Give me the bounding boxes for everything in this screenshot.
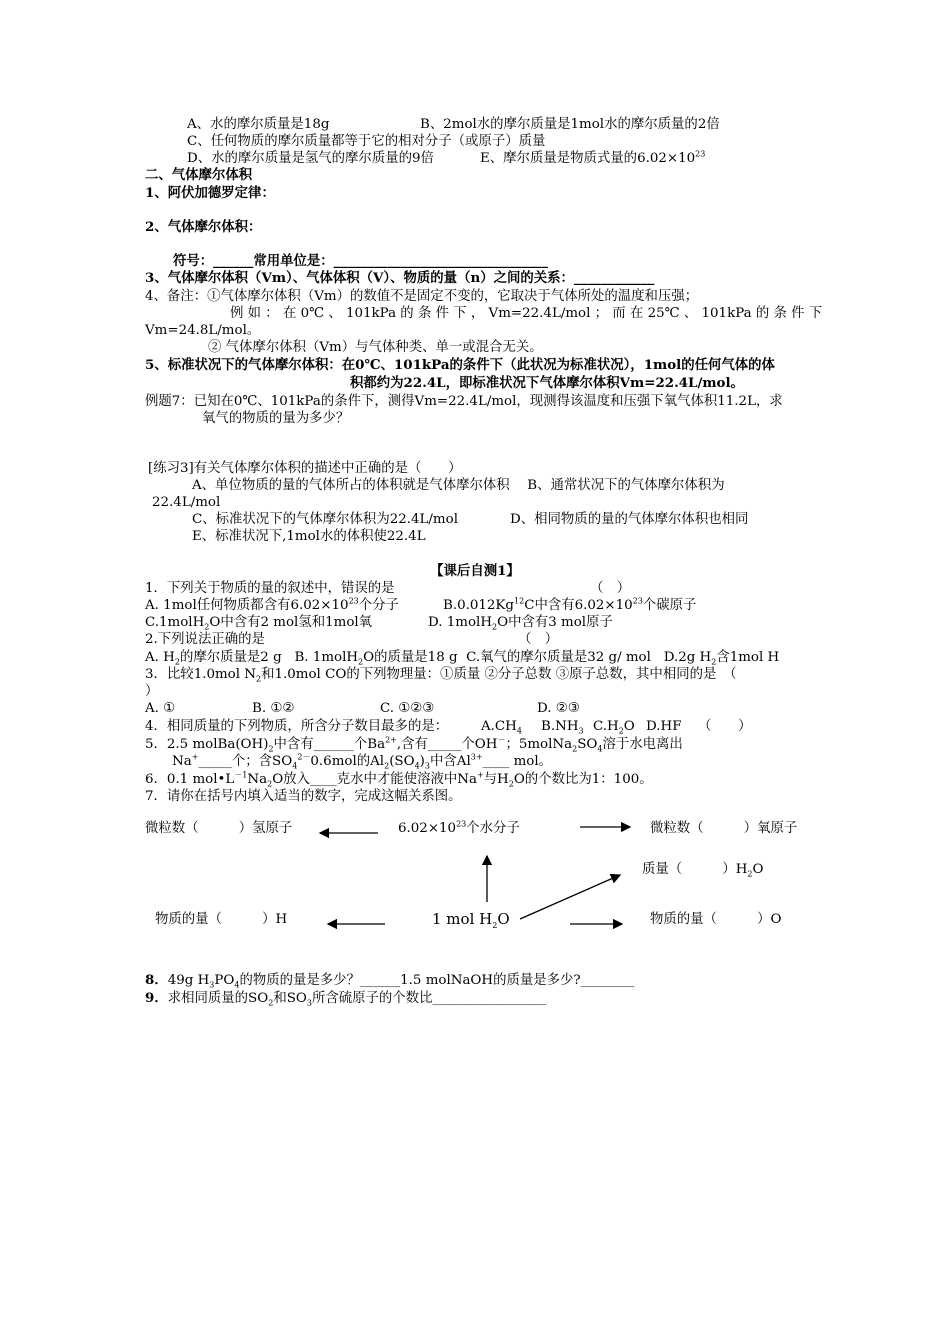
- section-heading: 二、气体摩尔体积: [145, 167, 253, 183]
- practice-3-stem: [练习3]有关气体摩尔体积的描述中正确的是（ ）: [148, 461, 462, 476]
- selftest-title: 【课后自测1】: [430, 563, 520, 579]
- q3-stem: 3．比较1.0mol $N_2$和1.0mol CO的下列物理量：①质量 ②分子总数 ③原子总数，其中相同的是 （: [145, 667, 737, 684]
- point-4-line-2: 例 如 ： 在 0℃ 、 101kPa 的 条 件 下 ， Vm=22.4L/mol ； 而 在 25℃ 、 101kPa 的 条 件 下: [230, 306, 823, 321]
- q3-option-a: A. ①: [145, 701, 176, 716]
- practice-3-line-1: A、单位物质的量的气体所占的体积就是气体摩尔体积 B、通常状况下的气体摩尔体积为: [192, 478, 725, 493]
- q1-paren: （ ）: [590, 581, 631, 596]
- q8: 8．49g $H_3PO_4$的物质的量是多少？______1.5 molNaOH的质量是多少?________: [145, 972, 635, 990]
- diagram-oxygen-count: 微粒数（ ）氧原子: [650, 821, 798, 836]
- q1-option-d: D. 1molH$_2$O中含有3 mol原子: [428, 615, 613, 632]
- point-4-line-3: Vm=24.8L/mol。: [145, 323, 261, 338]
- q4-option-c: $C.H_2O$: [593, 719, 635, 736]
- q1-option-c: C.1molH$_2$O中含有2 mol氢和1mol氧: [145, 615, 373, 632]
- q7-stem: 7．请你在括号内填入适当的数字，完成这幅关系图。: [145, 789, 462, 804]
- q4-paren: （ ）: [698, 719, 752, 734]
- point-4-line-1: 4、备注：①气体摩尔体积（Vm）的数值不是固定不变的，它取决于气体所处的温度和压强；: [145, 289, 699, 304]
- q6: 6．0.1 $mol•L^{-1}Na_2O$放入____克水中才能使溶液中Na+与$H_2O$的个数比为1：100。: [145, 770, 653, 789]
- q4-stem: 4．相同质量的下列物质，所含分子数目最多的是：: [145, 719, 449, 734]
- example-7-line-1: 例题7：已知在0℃、101kPa的条件下，测得Vm=22.4L/mol，现测得该温度和压强下氧气体积11.2L，求: [145, 394, 783, 409]
- q5-line-1: 5．2.5 $molBa(OH)_2$中含有______个$Ba^{2+}$,含有_____个OH－；$5molNa_2SO_4$溶于水电离出: [145, 735, 683, 754]
- relation-diagram: [140, 812, 820, 932]
- q3-option-b: B. ①②: [252, 701, 295, 716]
- q3-option-d: D. ②③: [537, 701, 580, 716]
- point-2: 2、气体摩尔体积：: [145, 219, 262, 235]
- diagram-hydrogen-count: 微粒数（ ）氢原子: [145, 821, 293, 836]
- practice-3-line-2: 22.4L/mol: [152, 495, 221, 510]
- q4-option-d: D.HF: [646, 719, 682, 734]
- point-2-symbol: 符号：______常用单位是：________________________________: [173, 253, 548, 269]
- example-7-line-2: 氧气的物质的量为多少？: [202, 411, 350, 426]
- diagram-oxygen-amount: 物质的量（ ）O: [650, 912, 782, 927]
- practice-3-option-c: C、标准状况下的气体摩尔体积为22.4L/mol: [192, 512, 458, 527]
- q1-stem: 1．下列关于物质的量的叙述中，错误的是: [145, 581, 395, 596]
- practice-3-option-e: E、标准状况下,1mol水的体积使22.4L: [192, 529, 426, 544]
- diagram-water-molecules: $6.02\times 10^{23}$个水分子: [398, 819, 520, 836]
- q-prev-option-b: B、2mol水的摩尔质量是1mol水的摩尔质量的2倍: [420, 117, 720, 132]
- diagram-mass: 质量（ ）$H_2O$: [642, 862, 764, 879]
- arrow-to-mass: [520, 875, 620, 919]
- q4-option-a: $A.CH_4$: [481, 719, 522, 736]
- q3-option-c: C. ①②③: [380, 701, 435, 716]
- q-prev-option-e: E、摩尔质量是物质式量的$6.02\times 10^{23}$: [480, 149, 706, 166]
- q3-close: ）: [145, 684, 159, 699]
- point-1: 1、阿伏加德罗定律：: [145, 185, 275, 201]
- q2-options: A. $H_2$的摩尔质量是2 g B. 1molH$_2$O的质量是18 g C.氧气的摩尔质量是32 g/ mol D.2g $H_2$含1mol H: [145, 650, 780, 667]
- q5-line-2: Na+_____个；含$SO_4^{2-}0.6mol$的$Al_2(SO_4)_3$中含$Al^{3+}\_\_\_\_$ mol。: [172, 752, 553, 771]
- point-5-line-1: 5、标准状况下的气体摩尔体积：在0℃、101kPa的条件下（此状况为标准状况），1mol的任何气体的体: [145, 357, 775, 373]
- q1-option-b: B.0.012Kg$^{12}$C中含有$6.02\times 10^{23}$个碳原子: [443, 596, 697, 613]
- q-prev-option-c: C、任何物质的摩尔质量都等于它的相对分子（或原子）质量: [187, 134, 546, 149]
- q2-paren: （ ）: [518, 632, 559, 647]
- q-prev-option-a: A、水的摩尔质量是18g: [187, 117, 330, 132]
- q-prev-option-d: D、水的摩尔质量是氢气的摩尔质量的9倍: [187, 151, 434, 166]
- practice-3-option-d: D、相同物质的量的气体摩尔体积也相同: [510, 512, 749, 527]
- q4-option-b: $B.NH_3$: [541, 719, 584, 736]
- q2-stem: 2.下列说法正确的是: [145, 632, 265, 647]
- q1-option-a: A. 1mol任何物质都含有$6.02\times 10^{23}$个分子: [145, 596, 399, 613]
- point-3: 3、气体摩尔体积（Vm）、气体体积（V）、物质的量（n）之间的关系：____________: [145, 270, 655, 286]
- q9: 9．求相同质量的$SO_2$和$SO_3$所含硫原子的个数比_________________: [145, 990, 547, 1008]
- diagram-hydrogen-amount: 物质的量（ ）H: [155, 912, 288, 927]
- point-5-line-2: 积都约为22.4L，即标准状况下气体摩尔体积Vm=22.4L/mol。: [350, 375, 744, 391]
- diagram-center-water: 1 mol $H_2O$: [432, 910, 510, 930]
- point-4-line-4: ② 气体摩尔体积（Vm）与气体种类、单一或混合无关。: [208, 340, 543, 355]
